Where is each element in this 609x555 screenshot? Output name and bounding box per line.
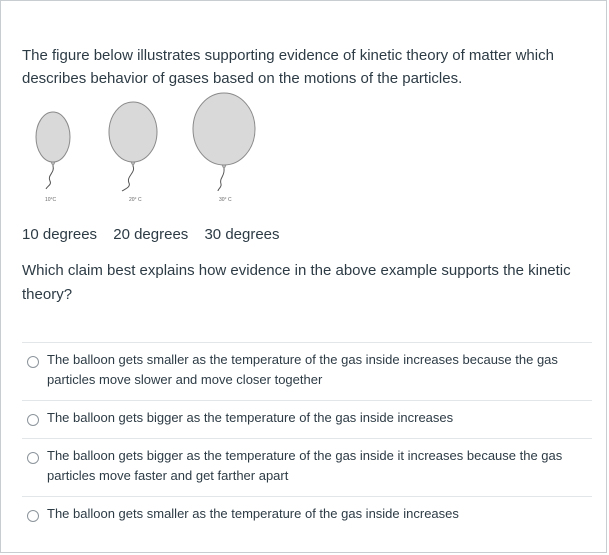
answer-text: The balloon gets bigger as the temperature of the gas inside increases <box>47 410 454 425</box>
degree-label-20: 20 degrees <box>113 226 189 243</box>
temp-label-20c: 20° C <box>129 197 142 203</box>
radio-button[interactable] <box>27 356 39 368</box>
answer-list <box>22 342 592 534</box>
radio-button[interactable] <box>27 414 39 426</box>
answer-option-1[interactable] <box>22 342 592 400</box>
radio-button[interactable] <box>27 510 39 522</box>
temp-label-10c: 10°C <box>45 197 57 203</box>
answer-option-3[interactable] <box>22 438 592 496</box>
question-prompt: The figure below illustrates supporting evidence of kinetic theory of matter which describes behavior of gases based on the motions of the particles. <box>22 47 554 87</box>
answer-text: The balloon gets smaller as the temperature of the gas inside increases <box>47 506 459 521</box>
temp-label-30c: 30° C <box>219 197 232 203</box>
answer-option-4[interactable] <box>22 496 592 534</box>
degree-label-10: 10 degrees <box>22 226 98 243</box>
balloon-30c <box>191 91 257 193</box>
balloon-20c <box>107 101 159 193</box>
claim-prompt: Which claim best explains how evidence in the above example supports the kinetic theory? <box>22 262 571 303</box>
answer-text: The balloon gets bigger as the temperature of the gas inside it increases because the gas particles move faster and get farther apart <box>47 448 563 483</box>
answer-option-2[interactable] <box>22 400 592 438</box>
answer-text: The balloon gets smaller as the temperature of the gas inside increases because the gas particles move slower and move closer together <box>47 352 558 387</box>
balloon-figure <box>25 91 265 211</box>
radio-button[interactable] <box>27 452 39 464</box>
balloon-10c <box>33 109 73 191</box>
degree-label-30: 30 degrees <box>204 226 280 243</box>
degrees-line <box>22 224 280 246</box>
